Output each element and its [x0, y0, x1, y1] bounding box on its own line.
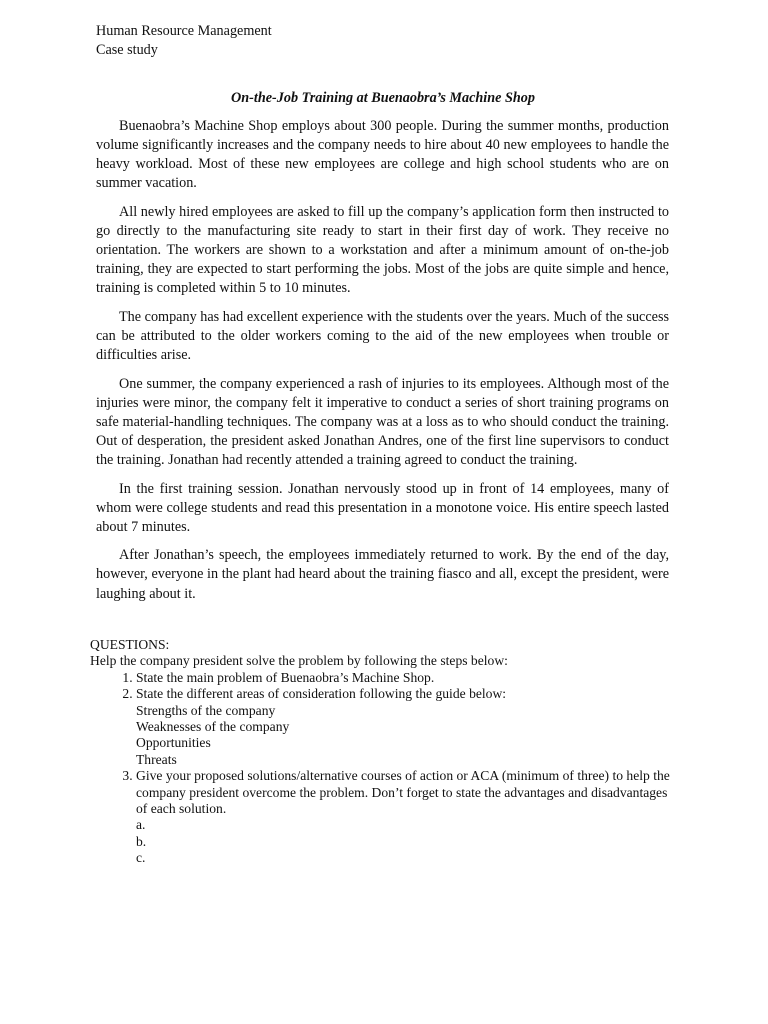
question-text: State the different areas of consideration following the guide below:: [136, 686, 507, 702]
paragraph: All newly hired employees are asked to fill up the company’s application form then instructed to go directly to the manufacturing site ready to start in their first day of work. They receive no orientation. The workers are shown to a workstation and after a minimum amount of on-the-job training, they are expected to start performing the jobs. Most of the jobs are quite simple and hence, training is completed within 5 to 10 minutes.: [96, 203, 669, 297]
swot-list: [136, 703, 680, 769]
swot-item: Opportunities: [136, 735, 211, 751]
document-header: [96, 22, 272, 60]
questions-heading: QUESTIONS:: [90, 637, 170, 652]
paragraph: After Jonathan’s speech, the employees immediately returned to work. By the end of the day, however, everyone in the plant had heard about the training fiasco and all, except the president, were laughing about it.: [96, 547, 669, 602]
solution-item: b.: [136, 833, 147, 849]
paragraph: Buenaobra’s Machine Shop employs about 300 people. During the summer months, production volume significantly increases and the company needs to hire about 40 new employees to handle the heavy workload. Most of these new employees are college and high school students who are on summer vacation.: [96, 118, 669, 192]
question-item: [136, 686, 680, 768]
swot-item: Weaknesses of the company: [136, 719, 290, 735]
solution-item: c.: [136, 850, 146, 866]
course-name: Human Resource Management: [96, 23, 272, 39]
paragraph: The company has had excellent experience with the students over the years. Much of the success can be attributed to the older workers coming to the aid of the new employees when trouble or difficulties arise.: [96, 308, 669, 364]
questions-list: [90, 670, 680, 867]
swot-item: Threats: [136, 751, 177, 767]
case-title: On-the-Job Training at Buenaobra’s Machine Shop: [231, 90, 535, 106]
paragraph: One summer, the company experienced a rash of injuries to its employees. Although most of the injuries were minor, the company felt it imperative to conduct a series of short training programs on safe material-handling techniques. The company was at a loss as to who should conduct the training. Out of desperation, the president asked Jonathan Andres, one of the first line supervisors to conduct the training. Jonathan had recently attended a training agreed to conduct the training.: [96, 375, 669, 468]
questions-intro: Help the company president solve the problem by following the steps below:: [90, 653, 508, 669]
document-type: Case study: [96, 42, 158, 58]
solution-item: a.: [136, 817, 146, 833]
case-body: [96, 117, 669, 613]
swot-item: Strengths of the company: [136, 702, 276, 718]
question-text: Give your proposed solutions/alternative courses of action or ACA (minimum of three) to help the company president overcome the problem. Don’t forget to state the advantages and disadvantages of each solution.: [136, 768, 670, 817]
question-text: State the main problem of Buenaobra’s Machine Shop.: [136, 669, 435, 685]
question-item: [136, 768, 680, 866]
question-item: [136, 670, 680, 686]
paragraph: In the first training session. Jonathan nervously stood up in front of 14 employees, many of whom were college students and read this presentation in a monotone voice. His entire speech lasted about 7 minutes.: [96, 480, 669, 535]
solution-list: [136, 817, 680, 866]
questions-section: [90, 637, 680, 867]
